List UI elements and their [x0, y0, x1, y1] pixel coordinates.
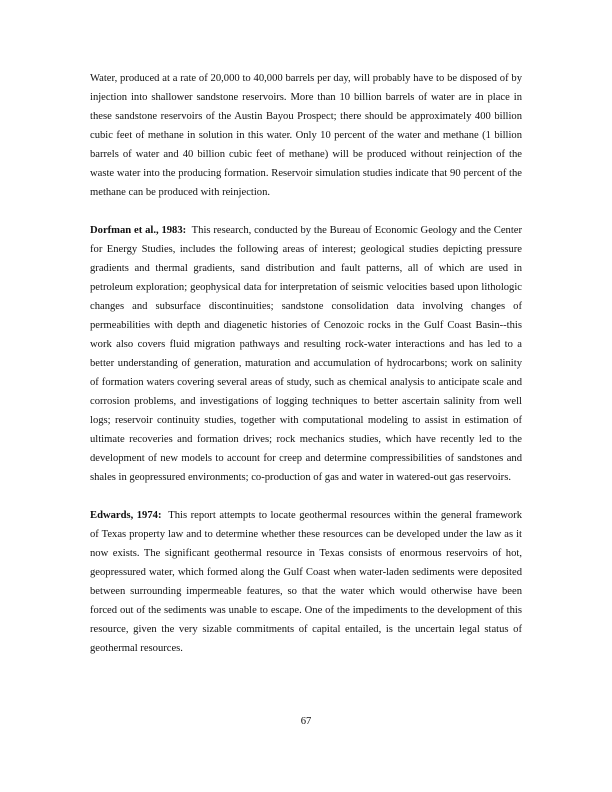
- paragraph-text: Water, produced at a rate of 20,000 to 40,000 barrels per day, will probably have to be disposed of by injection into shallower sandstone reservoirs. More than 10 billion barrels of water are in place in these sandstone reservoirs of the Austin Bayou Prospect; there should be approximately 400 billion cubic feet of methane in solution in this water. Only 10 percent of the water and methane (1 billion barrels of water and 40 billion cubic feet of methane) will be produced without reinjection of the waste water into the producing formation. Reservoir simulation studies indicate that 90 percent of the methane can be produced with reinjection.: [90, 73, 522, 198]
- paragraph-dorfman: [90, 221, 522, 487]
- paragraph-text: This research, conducted by the Bureau of Economic Geology and the Center for Energy Studies, includes the following areas of interest; geological studies depicting pressure gradients and thermal gradients, sand distribution and fault patterns, all of which are used in petroleum exploration; geophysical data for interpretation of seismic velocities based upon lithologic changes and subsurface discontinuities; sandstone consolidation data involving changes of permeabilities with depth and diagenetic histories of Cenozoic rocks in the Gulf Coast Basin--this work also covers fluid migration pathways and resulting rock-water interactions and has led to a better understanding of generation, maturation and accumulation of hydrocarbons; work on salinity of formation waters covering several areas of study, such as chemical analysis to anticipate scale and corrosion problems, and investigations of logging techniques to better ascertain salinity from well logs; reservoir continuity studies, together with computational modeling to assist in estimation of ultimate recoveries and formation drives; rock mechanics studies, which have recently led to the development of new models to account for creep and determine compressibilities of sandstones and shales in geopressured environments; co-production of gas and water in watered-out gas reservoirs.: [90, 225, 523, 483]
- reference-label: Edwards, 1974:: [90, 510, 162, 521]
- page-body: [90, 69, 522, 658]
- page-number: 67: [300, 716, 312, 727]
- paragraph-text: This report attempts to locate geothermal resources within the general framework of Texas property law and to determine whether these resources can be developed under the law as it now exists. The significant geothermal resource in Texas consists of enormous reservoirs of hot, geopressured water, which formed along the Gulf Coast when water-laden sediments were deposited between surrounding impermeable features, so that the water which would otherwise have been forced out of the sediments was unable to escape. One of the impediments to the development of this resource, given the very sizable commitments of capital entailed, is the uncertain legal status of geothermal resources.: [90, 510, 522, 654]
- paragraph-edwards: [90, 506, 522, 658]
- paragraph-spacer: [90, 202, 522, 221]
- paragraph-austin-bayou: [90, 69, 522, 202]
- reference-label: Dorfman et al., 1983:: [90, 225, 187, 236]
- paragraph-spacer: [90, 487, 522, 506]
